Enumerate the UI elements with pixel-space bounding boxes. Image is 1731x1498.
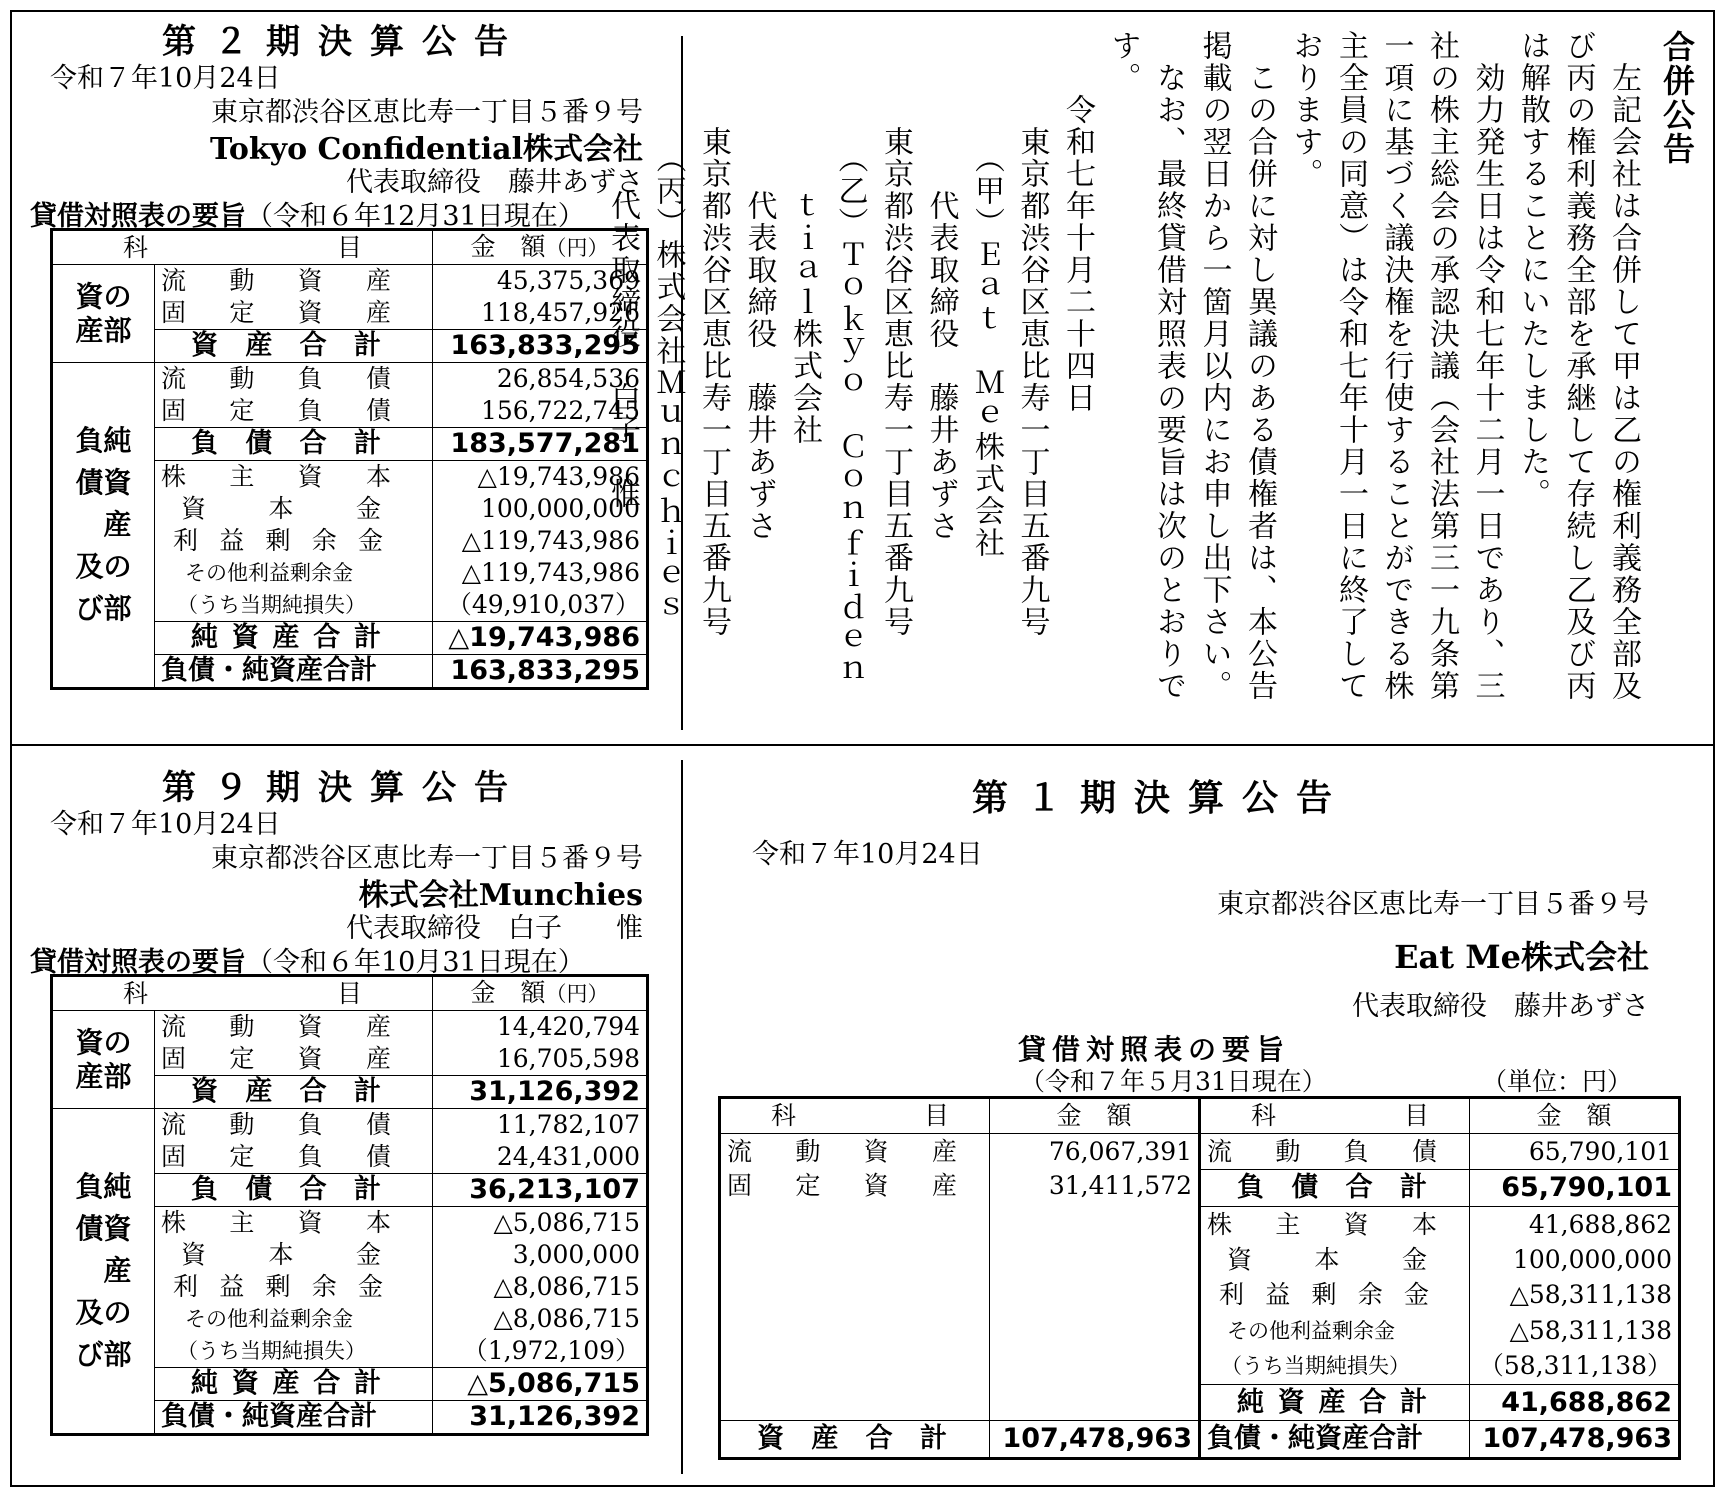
header-item: 科 <box>771 1101 797 1130</box>
row-label: 負債・純資産合計 <box>1200 1421 1470 1459</box>
category-liabilities: 負純 債資 産 及の び部 <box>52 363 155 689</box>
header-item: 目 <box>923 1101 949 1130</box>
unit-label: （単位：円） <box>1482 1067 1633 1096</box>
table-header-row <box>52 230 648 265</box>
table-header-row <box>1200 1098 1680 1134</box>
vertical-divider-bottom <box>681 760 683 1474</box>
representative: 代表取締役 藤井あずさ <box>346 167 643 198</box>
merger-text-column: 代表取締役 藤井あずさ <box>741 30 777 542</box>
row-value: 163,833,295 <box>433 330 648 363</box>
row-label: 株主資本 <box>161 462 391 491</box>
row-label: 負債合計 <box>191 1174 381 1205</box>
row-label: 流動負債 <box>161 364 391 393</box>
row-label: その他利益剰余金 <box>185 561 353 585</box>
row-label: 固定資産 <box>727 1170 957 1200</box>
row-label: 利益剰余金 <box>173 526 383 555</box>
row-label: 資産合計 <box>191 330 381 361</box>
row-label: （うち当期純損失） <box>177 593 366 617</box>
row-label: 流動負債 <box>1207 1136 1437 1166</box>
header-item: 科 <box>123 232 149 262</box>
row-label: 資産合計 <box>757 1423 947 1454</box>
row-value: 31,411,572 <box>990 1170 1200 1206</box>
row-value: 31,126,392 <box>433 1401 648 1435</box>
merger-text-column: 代表取締役 藤井あずさ <box>923 30 959 542</box>
merger-text-column: 一項に基づく議決権を行使することができる株 <box>1378 30 1414 702</box>
row-label: （うち当期純損失） <box>1221 1354 1410 1379</box>
balance-sheet-assets <box>718 1096 1201 1460</box>
row-value: △5,086,715 <box>433 1207 648 1240</box>
merger-text-column: 令和七年十月二十四日 <box>1060 30 1095 414</box>
row-value: 31,126,392 <box>433 1076 648 1109</box>
row-value: 65,790,101 <box>1470 1134 1680 1170</box>
table-row <box>1200 1134 1680 1170</box>
row-label: 流動資産 <box>727 1136 957 1166</box>
header-amount: 金 額 <box>470 978 546 1007</box>
merger-text-column: す。 <box>1105 30 1141 94</box>
header-amount: 金 額 <box>470 232 546 261</box>
balance-sheet-table <box>50 974 649 1436</box>
row-value: △58,311,138 <box>1470 1278 1680 1313</box>
merger-text-column: 左記会社は合併して甲は乙の権利義務全部及 <box>1606 30 1641 702</box>
row-value: △5,086,715 <box>433 1368 648 1401</box>
row-value: 16,705,598 <box>433 1043 648 1076</box>
row-value: △8,086,715 <box>433 1271 648 1303</box>
table-row <box>52 265 648 298</box>
row-label: 資産合計 <box>191 1076 381 1107</box>
merger-text-column: （乙）Ｔｏｋｙｏ Ｃｏｎｆｉｄｅｎ <box>832 30 868 687</box>
table-row <box>720 1170 1200 1206</box>
merger-text-column: は解散することにいたしました。 <box>1515 30 1550 510</box>
row-label: 負債・純資産合計 <box>155 1401 433 1435</box>
row-value: 24,431,000 <box>433 1141 648 1174</box>
row-value: 45,375,369 <box>433 265 648 298</box>
notice-date: 令和７年10月24日 <box>50 809 281 840</box>
table-row <box>1200 1170 1680 1206</box>
bs-as-of: （令和６年12月31日現在） <box>246 201 585 232</box>
row-value: 163,833,295 <box>433 655 648 689</box>
company-address: 東京都渋谷区恵比寿一丁目５番９号 <box>1217 889 1649 920</box>
company-name: Eat Me株式会社 <box>1394 938 1649 976</box>
bs-title: 貸借対照表の要旨 <box>1018 1033 1291 1066</box>
row-value: △119,743,986 <box>433 557 648 589</box>
header-amount: 金 額 <box>990 1098 1200 1134</box>
merger-text-column: 代表取締役 白子 惟 <box>605 30 640 510</box>
header-unit: （円） <box>545 236 609 260</box>
row-value: 26,854,536 <box>433 363 648 396</box>
row-value: 41,688,862 <box>1470 1206 1680 1242</box>
row-value: 118,457,926 <box>433 297 648 330</box>
merger-text-column: 効力発生日は令和七年十二月一日であり、三 <box>1469 30 1505 702</box>
balance-sheet-table <box>50 228 649 690</box>
merger-text-column: おります。 <box>1287 30 1323 190</box>
notice-title: 第９期決算公告 <box>162 768 526 808</box>
row-label: 流動負債 <box>161 1110 391 1139</box>
row-value: 65,790,101 <box>1470 1170 1680 1206</box>
merger-text-column: 社の株主総会の承認決議（会社法第三一九条第 <box>1424 30 1459 702</box>
merger-text-column: （甲）Ｅａｔ Ｍｅ株式会社 <box>969 30 1004 559</box>
merger-text-column: 東京都渋谷区恵比寿一丁目五番九号 <box>696 30 731 638</box>
row-value: （49,910,037） <box>433 589 648 622</box>
header-item: 科 <box>1251 1101 1277 1130</box>
row-value: 107,478,963 <box>1470 1421 1680 1459</box>
row-value: △19,743,986 <box>433 622 648 655</box>
horizontal-divider <box>10 744 1715 746</box>
row-value: 156,722,745 <box>433 395 648 428</box>
row-label: 株主資本 <box>161 1208 391 1237</box>
merger-text-column: 主全員の同意）は令和七年十月一日に終了して <box>1333 30 1368 702</box>
company-name: Tokyo Confidential株式会社 <box>209 132 643 167</box>
balance-sheet-liabilities <box>1198 1096 1681 1460</box>
row-value: △8,086,715 <box>433 1303 648 1335</box>
table-header-row <box>52 976 648 1011</box>
category-liabilities: 負純 債資 産 及の び部 <box>52 1109 155 1435</box>
category-assets: 資の 産部 <box>52 1011 155 1109</box>
row-value: 100,000,000 <box>433 493 648 525</box>
row-label: 負債合計 <box>191 428 381 459</box>
merger-text-column: び丙の権利義務全部を承継して存続し乙及び丙 <box>1560 30 1596 702</box>
merger-text-column: 東京都渋谷区恵比寿一丁目五番九号 <box>878 30 913 638</box>
header-item: 目 <box>1403 1101 1429 1130</box>
table-row-spacer <box>720 1206 1200 1421</box>
table-row <box>1200 1313 1680 1348</box>
row-label: 資本金 <box>1227 1245 1427 1275</box>
table-row <box>1200 1384 1680 1420</box>
bs-as-of: （令和７年５月31日現在） <box>1020 1067 1327 1096</box>
row-label: 固定負債 <box>161 396 391 425</box>
header-item: 科 <box>123 978 149 1008</box>
merger-text-column: （丙）株式会社Ｍｕｎｃｈｉｅｓ <box>650 30 686 623</box>
merger-title: 合併公告 <box>1658 30 1696 166</box>
merger-notice <box>605 20 1700 735</box>
row-label: 純資産合計 <box>191 1368 381 1399</box>
row-label: 純資産合計 <box>1237 1386 1427 1418</box>
table-row <box>1200 1242 1680 1277</box>
row-value: 41,688,862 <box>1470 1384 1680 1420</box>
row-value: （58,311,138） <box>1470 1348 1680 1384</box>
representative: 代表取締役 藤井あずさ <box>1352 991 1649 1022</box>
table-row <box>1200 1421 1680 1459</box>
table-header-row <box>720 1098 1200 1134</box>
table-row <box>1200 1348 1680 1384</box>
row-label: 流動資産 <box>161 1012 391 1041</box>
row-value: △119,743,986 <box>433 525 648 557</box>
row-value: 76,067,391 <box>990 1134 1200 1170</box>
table-row <box>52 1109 648 1142</box>
header-amount: 金 額 <box>1470 1098 1680 1134</box>
row-label: その他利益剰余金 <box>1227 1318 1395 1343</box>
table-row <box>52 1011 648 1044</box>
row-label: 固定負債 <box>161 1142 391 1171</box>
bs-as-of: （令和６年10月31日現在） <box>246 947 585 978</box>
row-value: 183,577,281 <box>433 428 648 461</box>
company-address: 東京都渋谷区恵比寿一丁目５番９号 <box>211 97 643 128</box>
row-value: 14,420,794 <box>433 1011 648 1044</box>
header-item: 目 <box>336 978 362 1008</box>
table-row <box>52 363 648 396</box>
company-address: 東京都渋谷区恵比寿一丁目５番９号 <box>211 843 643 874</box>
header-unit: （円） <box>545 982 609 1006</box>
row-value: △19,743,986 <box>433 461 648 494</box>
table-row <box>720 1421 1200 1459</box>
table-row <box>720 1134 1200 1170</box>
notice-date: 令和７年10月24日 <box>50 63 281 94</box>
row-label: 資本金 <box>181 1240 381 1269</box>
notice-date: 令和７年10月24日 <box>752 839 983 870</box>
category-assets: 資の 産部 <box>52 265 155 363</box>
row-label: 固定資産 <box>161 1044 391 1073</box>
merger-text-column: この合併に対し異議のある債権者は、本公告 <box>1242 30 1277 702</box>
row-label: 負債合計 <box>1237 1172 1427 1204</box>
row-label: 利益剰余金 <box>1219 1280 1429 1310</box>
merger-text-column: 掲載の翌日から一箇月以内にお申し出下さい。 <box>1196 30 1232 702</box>
bs-title: 貸借対照表の要旨 <box>30 201 246 232</box>
merger-text-column: なお、最終貸借対照表の要旨は次のとおりで <box>1151 30 1186 702</box>
row-label: 負債・純資産合計 <box>155 655 433 689</box>
notice-title: 第１期決算公告 <box>972 778 1351 819</box>
merger-text-column: ｔｉａｌ株式会社 <box>787 30 822 446</box>
table-row <box>1200 1206 1680 1242</box>
merger-text-column: 東京都渋谷区恵比寿一丁目五番九号 <box>1014 30 1050 638</box>
row-value: 36,213,107 <box>433 1174 648 1207</box>
merger-body <box>600 30 1647 730</box>
row-value: 11,782,107 <box>433 1109 648 1142</box>
row-value: 107,478,963 <box>990 1421 1200 1459</box>
row-label: 流動資産 <box>161 266 391 295</box>
row-label: （うち当期純損失） <box>177 1339 366 1363</box>
row-value: 100,000,000 <box>1470 1242 1680 1277</box>
representative: 代表取締役 白子 惟 <box>346 913 643 944</box>
table-row <box>1200 1278 1680 1313</box>
row-value: 3,000,000 <box>433 1239 648 1271</box>
row-label: その他利益剰余金 <box>185 1307 353 1331</box>
row-value: △58,311,138 <box>1470 1313 1680 1348</box>
notice-title: 第２期決算公告 <box>162 22 526 62</box>
row-value: （1,972,109） <box>433 1335 648 1368</box>
row-label: 利益剰余金 <box>173 1272 383 1301</box>
row-label: 株主資本 <box>1207 1209 1437 1239</box>
row-label: 固定資産 <box>161 298 391 327</box>
header-item: 目 <box>336 232 362 262</box>
row-label: 資本金 <box>181 494 381 523</box>
bs-title: 貸借対照表の要旨 <box>30 947 246 978</box>
row-label: 純資産合計 <box>191 622 381 653</box>
company-name: 株式会社Munchies <box>358 878 643 913</box>
